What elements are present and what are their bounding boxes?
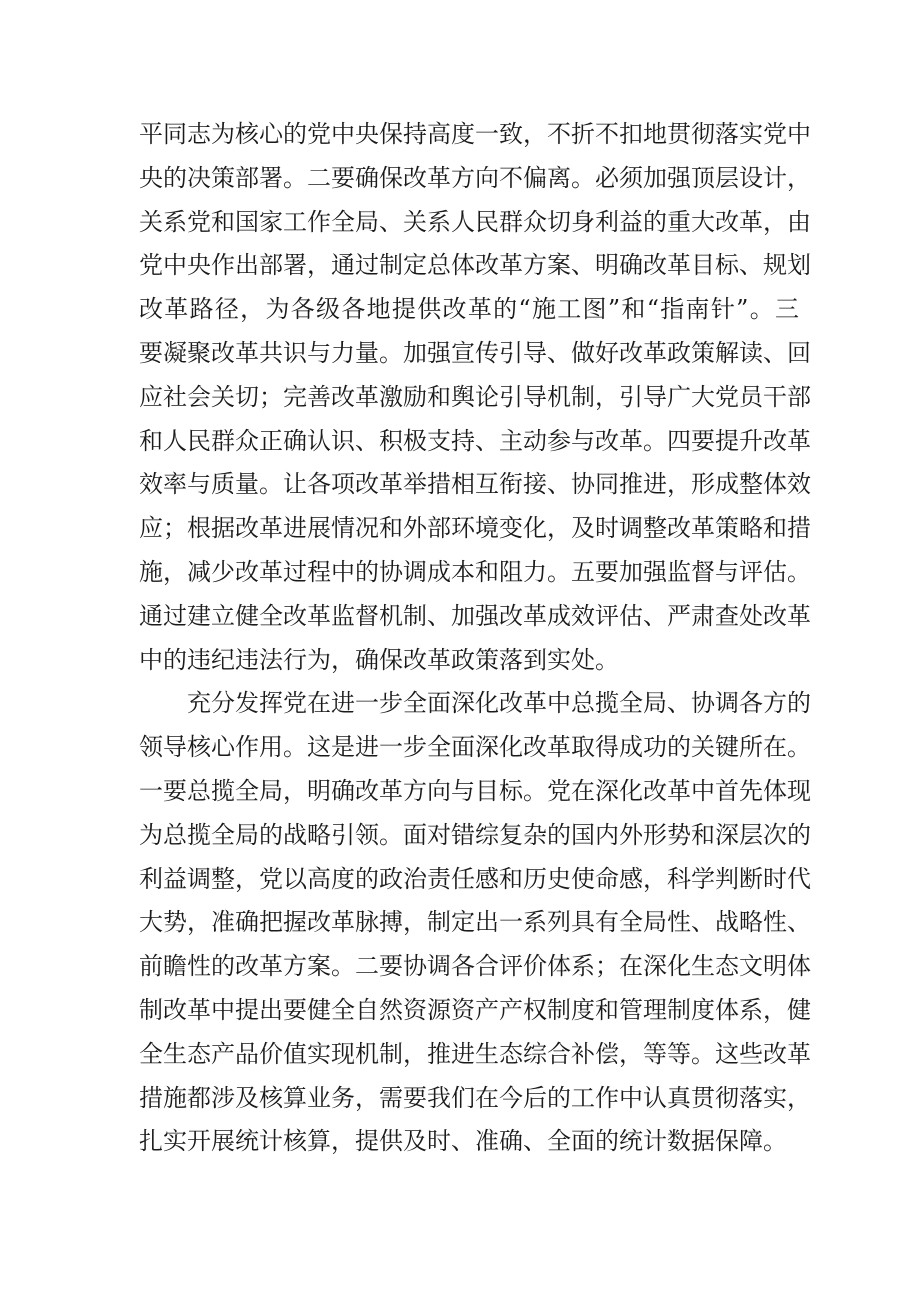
text-line: 制改革中提出要健全自然资源资产产权制度和管理制度体系，健 [139, 995, 811, 1024]
text-line: 通过建立健全改革监督机制、加强改革成效评估、严肃查处改革 [139, 601, 811, 630]
text-line: 为总揽全局的战略引领。面对错综复杂的国内外形势和深层次的 [139, 820, 811, 849]
paragraph-end-line: 中的违纪违法行为，确保改革政策落到实处。 [139, 645, 619, 674]
body-text [139, 113, 811, 1164]
text-line: 一要总揽全局，明确改革方向与目标。党在深化改革中首先体现 [139, 776, 811, 805]
text-line: 央的决策部署。二要确保改革方向不偏离。必须加强顶层设计， [139, 163, 811, 192]
text-line: 应；根据改革进展情况和外部环境变化，及时调整改革策略和措 [139, 514, 811, 543]
text-line: 应社会关切；完善改革激励和舆论引导机制，引导广大党员干部 [139, 382, 811, 411]
paragraph-end-line: 扎实开展统计核算，提供及时、准确、全面的统计数据保障。 [139, 1127, 787, 1156]
text-line: 党中央作出部署，通过制定总体改革方案、明确改革目标、规划 [139, 251, 811, 280]
text-line: 措施都涉及核算业务，需要我们在今后的工作中认真贯彻落实， [139, 1083, 811, 1112]
text-line: 前瞻性的改革方案。二要协调各合评价体系；在深化生态文明体 [139, 952, 811, 981]
text-line: 和人民群众正确认识、积极支持、主动参与改革。四要提升改革 [139, 426, 811, 455]
text-line: 效率与质量。让各项改革举措相互衔接、协同推进，形成整体效 [139, 470, 811, 499]
text-line: 改革路径，为各级各地提供改革的“施工图”和“指南针”。三 [139, 295, 799, 324]
text-line: 全生态产品价值实现机制，推进生态综合补偿，等等。这些改革 [139, 1039, 811, 1068]
text-line: 关系党和国家工作全局、关系人民群众切身利益的重大改革，由 [139, 207, 811, 236]
text-line: 施，减少改革过程中的协调成本和阻力。五要加强监督与评估。 [139, 557, 811, 586]
text-line: 大势，准确把握改革脉搏，制定出一系列具有全局性、战略性、 [139, 908, 811, 937]
text-line: 要凝聚改革共识与力量。加强宣传引导、做好改革政策解读、回 [139, 338, 811, 367]
text-line: 平同志为核心的党中央保持高度一致，不折不扣地贯彻落实党中 [139, 120, 811, 148]
text-line: 利益调整，党以高度的政治责任感和历史使命感，科学判断时代 [139, 864, 811, 893]
paragraph-start-line: 充分发挥党在进一步全面深化改革中总揽全局、协调各方的 [187, 689, 811, 718]
text-line: 领导核心作用。这是进一步全面深化改革取得成功的关键所在。 [139, 733, 811, 762]
